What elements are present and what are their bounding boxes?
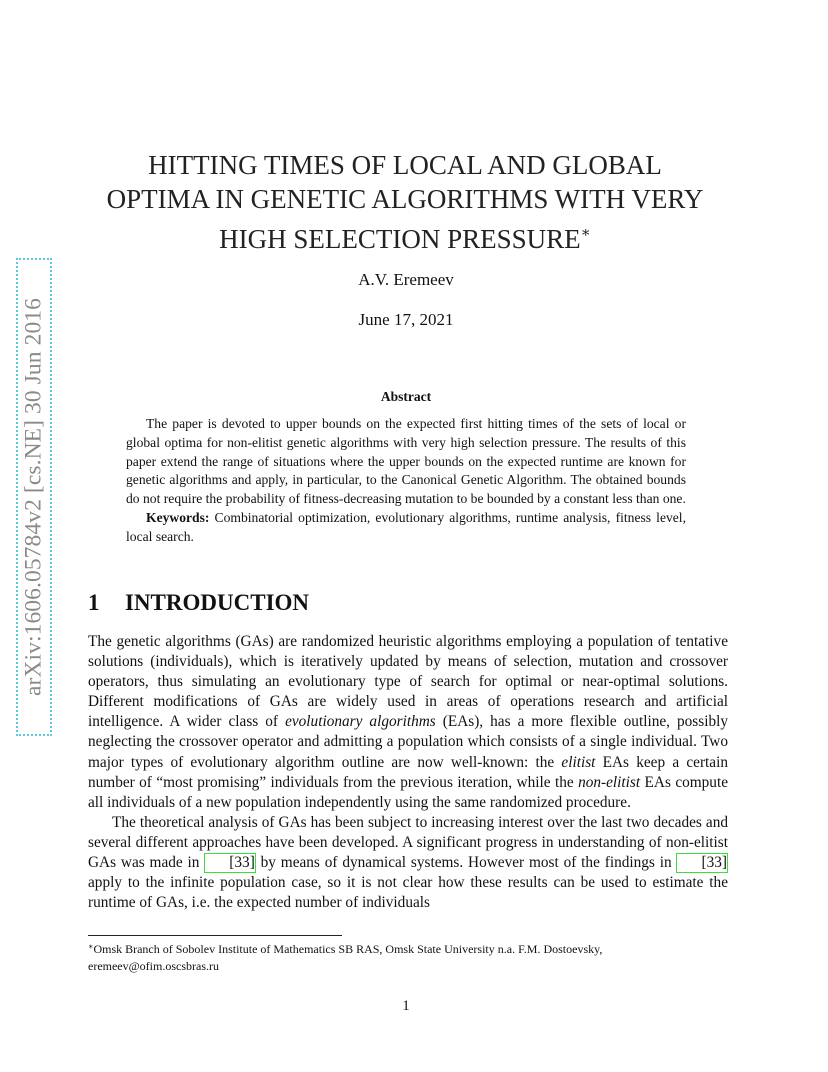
abstract-heading: Abstract — [380, 389, 432, 404]
keywords-label: Keywords: — [146, 509, 210, 525]
section-number: 1 — [88, 590, 100, 615]
text-span: apply to the infinite population case, so it is not clear how these results can be used to estimate the runtime of GAs, i.e. the expected number of individuals — [88, 874, 728, 912]
emphasis: evolutionary algorithms — [285, 713, 436, 731]
page-number: 1 — [402, 998, 410, 1014]
citation-link[interactable]: [33] — [204, 853, 256, 873]
title-line: OPTIMA IN GENETIC ALGORITHMS WITH VERY — [106, 184, 704, 214]
keywords-text: Combinatorial optimization, evolutionary algorithms, runtime analysis, fitness level, local search. — [126, 509, 686, 544]
arxiv-identifier: arXiv:1606.05784v2 [cs.NE] 30 Jun 2016 — [20, 297, 47, 697]
author-name: A.V. Eremeev — [358, 270, 454, 289]
paragraph — [88, 632, 728, 813]
text-span: EAs compute all individuals of a new population independently using the same randomized procedure. — [88, 773, 728, 811]
section-title: INTRODUCTION — [125, 590, 310, 615]
section-heading — [88, 590, 309, 616]
citation-link[interactable]: [33] — [676, 853, 728, 873]
footnote-rule — [88, 935, 342, 936]
paper-title — [60, 148, 750, 256]
paragraph — [88, 813, 728, 913]
publication-date: June 17, 2021 — [358, 310, 454, 329]
footnote — [88, 938, 728, 975]
title-line: HITTING TIMES OF LOCAL AND GLOBAL — [148, 150, 662, 180]
emphasis: non-elitist — [578, 773, 641, 791]
text-span: by means of dynamical systems. However most of the findings in — [255, 854, 677, 872]
abstract-text: The paper is devoted to upper bounds on the expected first hitting times of the sets of local or global optima for non-elitist genetic algorithms with very high selection pressure. The results of this paper extend the range of situations where the upper bounds on the expected runtime are known for genetic algorithms and apply, in particular, to the Canonical Genetic Algorithm. The obtained bounds do not require the probability of fitness-decreasing mutation to be bounded by a constant less than one. — [126, 416, 686, 507]
text-span: (EAs), has a more flexible outline, possibly neglecting the crossover operator and admitting a population which consists of a single individual. Two major types of evolutionary algorithm outline are now well-known: the — [88, 713, 729, 771]
text-span: EAs keep a certain number of “most promising” individuals from the previous iteration, while the — [88, 753, 728, 791]
keywords-paragraph — [126, 509, 686, 547]
abstract-body — [126, 415, 686, 547]
text-span: The theoretical analysis of GAs has been subject to increasing interest over the last two decades and several different approaches have been developed. A significant progress in understanding of non-elitist GAs was made in — [88, 813, 728, 872]
title-footnote-mark[interactable]: ∗ — [580, 225, 591, 241]
title-line-text: HIGH SELECTION PRESSURE — [219, 224, 581, 254]
footnote-mark: ∗ — [88, 942, 94, 951]
title-line — [60, 216, 750, 256]
emphasis: elitist — [561, 753, 596, 771]
text-span: The genetic algorithms (GAs) are randomized heuristic algorithms employing a population of tentative solutions (individuals), which is iteratively updated by means of selection, mutation and crossover operators, thus simulating an evolutionary type of search for optimal or near-optimal solutions. Different modifications of GAs are widely used in areas of operations research and artificial intelligence. A wider class of — [88, 633, 728, 731]
introduction-body — [88, 632, 728, 913]
footnote-text: Omsk Branch of Sobolev Institute of Mathematics SB RAS, Omsk State University n.a. F.M. Dostoevsky, eremeev@ofim.oscsbras.ru — [88, 942, 603, 973]
